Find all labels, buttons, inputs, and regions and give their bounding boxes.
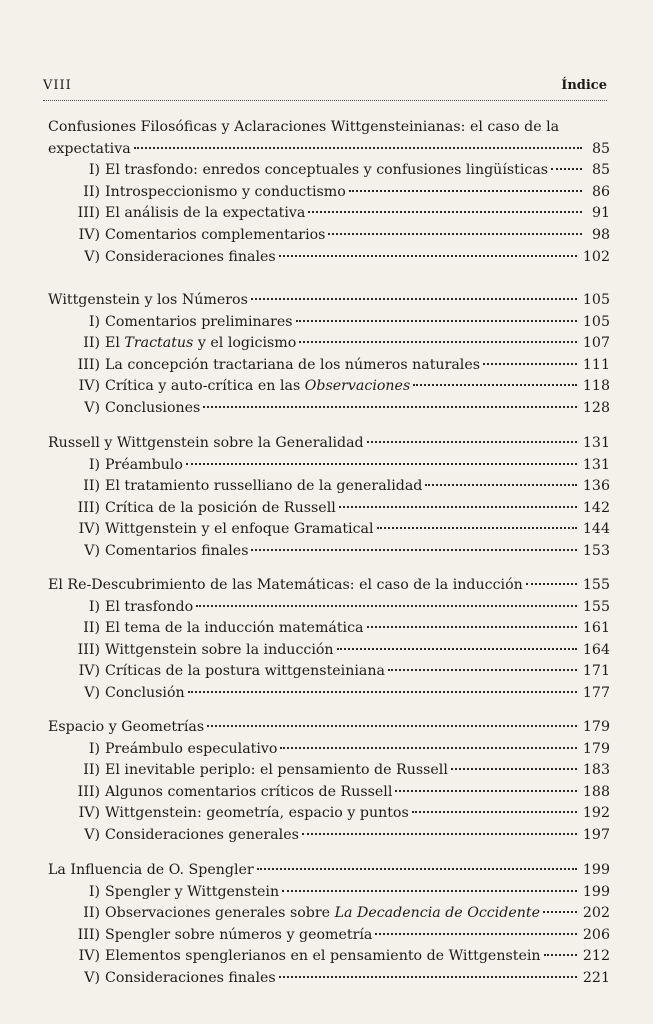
section-number: III): [77, 783, 100, 800]
dot-leader: [375, 933, 577, 935]
section-entry[interactable]: [62, 739, 610, 759]
dot-leader: [328, 233, 582, 235]
section-number: IV): [78, 948, 100, 965]
section-number: V): [84, 400, 100, 416]
section-entry[interactable]: [62, 182, 610, 202]
dot-leader: [544, 954, 577, 956]
page-number: 142: [582, 499, 610, 516]
entry-title: V) Consideraciones finales: [62, 968, 276, 988]
section-entry[interactable]: [62, 312, 610, 332]
section-entry[interactable]: [62, 782, 610, 802]
page-number: 85: [591, 162, 610, 179]
dot-leader: [282, 890, 577, 892]
header-rule: [43, 100, 607, 101]
chapter-title-line[interactable]: Confusiones Filosóficas y Aclaraciones Wittgensteinianas: el caso de la: [48, 119, 560, 135]
entry-title: II) El tema de la inducción matemática: [62, 618, 364, 638]
section-entry[interactable]: [62, 498, 610, 518]
entry-title: III) Spengler sobre números y geometría: [62, 925, 372, 945]
section-entry[interactable]: [62, 203, 610, 223]
section-number: IV): [78, 227, 100, 243]
page-number: 197: [582, 827, 610, 843]
italic-title: Observaciones: [304, 378, 411, 395]
page-number: 171: [582, 663, 610, 680]
section-number: III): [77, 926, 100, 943]
page-number: 107: [582, 335, 610, 352]
dot-leader: [296, 320, 577, 322]
dot-leader: [207, 725, 577, 727]
dot-leader: [299, 341, 577, 343]
chapter-entry[interactable]: [48, 433, 610, 453]
page-number: 128: [582, 400, 610, 416]
page-number: 98: [591, 227, 610, 243]
section-entry[interactable]: [62, 476, 610, 496]
entry-title: Wittgenstein y los Números: [48, 292, 248, 308]
page-number: 86: [591, 183, 610, 200]
dot-leader: [203, 406, 577, 408]
section-number: III): [77, 205, 100, 222]
section-number: V): [84, 970, 100, 986]
page-number: 144: [582, 521, 610, 538]
section-number: I): [88, 883, 100, 900]
entry-title: I) Comentarios preliminares: [62, 312, 293, 332]
section-entry[interactable]: [62, 247, 610, 267]
section-number: II): [83, 478, 100, 495]
entry-title: V) Conclusiones: [62, 398, 200, 418]
section-number: V): [84, 685, 100, 701]
dot-leader: [308, 211, 582, 213]
section-number: III): [77, 499, 100, 516]
dot-leader: [395, 790, 577, 792]
entry-title: III) Crítica de la posición de Russell: [62, 498, 336, 518]
entry-title: III) Wittgenstein sobre la inducción: [62, 640, 334, 660]
page-number: 102: [582, 248, 610, 265]
section-number: V): [84, 248, 100, 265]
section-entry[interactable]: [62, 376, 610, 396]
dot-leader: [196, 605, 577, 607]
section-number: I): [88, 740, 100, 757]
page-number: 111: [582, 356, 610, 373]
entry-title: II) Introspeccionismo y conductismo: [62, 182, 346, 202]
dot-leader: [551, 168, 582, 170]
entry-title: I) Spengler y Wittgenstein: [62, 882, 279, 902]
dot-leader: [337, 648, 577, 650]
section-number: I): [88, 162, 100, 179]
section-number: II): [83, 762, 100, 779]
dot-leader: [257, 868, 577, 870]
page-number: 206: [582, 926, 610, 943]
entry-title: El Re-Descubrimiento de las Matemáticas: el caso de la inducción: [48, 577, 523, 593]
entry-title: II) El tratamiento russelliano de la generalidad: [62, 476, 422, 496]
page-number: 155: [582, 598, 610, 615]
entry-title: II) Observaciones generales sobre La Decadencia de Occidente: [62, 903, 540, 923]
entry-title: IV) Wittgenstein: geometría, espacio y puntos: [62, 803, 409, 823]
section-number: IV): [78, 805, 100, 822]
italic-title: La Decadencia de Occidente: [334, 905, 540, 922]
section-number: I): [88, 598, 100, 615]
section-entry[interactable]: [62, 333, 610, 353]
section-number: II): [83, 620, 100, 637]
section-number: V): [84, 543, 100, 559]
section-entry[interactable]: [62, 760, 610, 780]
page-number: 199: [582, 883, 610, 900]
dot-leader: [367, 626, 577, 628]
entry-title: Russell y Wittgenstein sobre la Generalidad: [48, 435, 364, 451]
section-entry[interactable]: [62, 225, 610, 245]
page-number: 161: [582, 620, 610, 637]
page-number: 188: [582, 783, 610, 800]
dot-leader: [413, 384, 577, 386]
dot-leader: [134, 147, 582, 149]
section-entry[interactable]: [62, 398, 610, 418]
page-number: 153: [582, 543, 610, 559]
dot-leader: [279, 255, 577, 257]
chapter-entry[interactable]: [48, 575, 610, 595]
entry-title: IV) Comentarios complementarios: [62, 225, 325, 245]
page-number: 91: [591, 205, 610, 222]
dot-leader: [451, 768, 577, 770]
section-entry[interactable]: [62, 882, 610, 902]
section-entry[interactable]: [62, 683, 610, 703]
entry-title: I) El trasfondo: enredos conceptuales y confusiones lingüísticas: [62, 160, 548, 180]
dot-leader: [302, 833, 577, 835]
entry-title: IV) Crítica y auto-crítica en las Observaciones: [62, 376, 410, 396]
section-number: IV): [78, 521, 100, 538]
page-number: 155: [582, 577, 610, 593]
dot-leader: [251, 549, 576, 551]
page-number: 183: [582, 762, 610, 779]
section-number: III): [77, 356, 100, 373]
page-number: 179: [582, 740, 610, 757]
entry-title: IV) Wittgenstein y el enfoque Gramatical: [62, 519, 374, 539]
page-number-roman: VIII: [43, 78, 72, 93]
entry-title: La Influencia de O. Spengler: [48, 862, 254, 878]
entry-title: III) El análisis de la expectativa: [62, 203, 305, 223]
dot-leader: [526, 583, 577, 585]
chapter-entry[interactable]: [48, 139, 610, 159]
dot-leader: [349, 190, 582, 192]
entry-title: III) Algunos comentarios críticos de Russell: [62, 782, 392, 802]
page-number: 164: [582, 641, 610, 658]
dot-leader: [367, 441, 577, 443]
page-number: 136: [582, 478, 610, 495]
chapter-entry[interactable]: [48, 717, 610, 737]
dot-leader: [279, 976, 577, 978]
section-entry[interactable]: [62, 803, 610, 823]
page-number: 192: [582, 805, 610, 822]
page-number: 212: [582, 948, 610, 965]
page-number: 131: [582, 456, 610, 473]
section-number: IV): [78, 378, 100, 395]
entry-title: V) Conclusión: [62, 683, 185, 703]
section-entry[interactable]: [62, 160, 610, 180]
dot-leader: [377, 527, 577, 529]
section-number: V): [84, 827, 100, 843]
section-entry[interactable]: [62, 825, 610, 845]
section-number: IV): [78, 663, 100, 680]
section-number: III): [77, 641, 100, 658]
section-entry[interactable]: [62, 455, 610, 475]
section-entry[interactable]: [62, 618, 610, 638]
section-number: II): [83, 335, 100, 352]
section-entry[interactable]: [62, 519, 610, 539]
page-number: 199: [582, 862, 610, 878]
page-number: 105: [582, 292, 610, 308]
dot-leader: [412, 811, 577, 813]
page-number: 179: [582, 719, 610, 735]
section-entry[interactable]: [62, 640, 610, 660]
section-number: I): [88, 313, 100, 330]
section-entry[interactable]: [62, 355, 610, 375]
page-number: 221: [582, 970, 610, 986]
dot-leader: [188, 691, 577, 693]
section-entry[interactable]: [62, 968, 610, 988]
page-number: 118: [582, 378, 610, 395]
italic-title: Tractatus: [124, 335, 194, 352]
entry-title: V) Consideraciones generales: [62, 825, 299, 845]
entry-title: II) El Tractatus y el logicismo: [62, 333, 296, 353]
running-header: [43, 78, 607, 98]
header-title: Índice: [561, 78, 607, 93]
dot-leader: [186, 463, 577, 465]
page-number: 131: [582, 435, 610, 451]
section-number: II): [83, 905, 100, 922]
page-number: 85: [591, 140, 610, 157]
section-entry[interactable]: [62, 661, 610, 681]
page-number: 202: [582, 905, 610, 922]
entry-title: V) Consideraciones finales: [62, 247, 276, 267]
dot-leader: [339, 506, 577, 508]
dot-leader: [388, 669, 577, 671]
section-entry[interactable]: [62, 946, 610, 966]
entry-title: III) La concepción tractariana de los números naturales: [62, 355, 480, 375]
chapter-entry[interactable]: [48, 860, 610, 880]
entry-title: Espacio y Geometrías: [48, 719, 205, 735]
section-entry[interactable]: [62, 541, 610, 561]
entry-title: IV) Críticas de la postura wittgensteiniana: [62, 661, 385, 681]
chapter-entry[interactable]: [48, 290, 610, 310]
section-entry[interactable]: [62, 925, 610, 945]
dot-leader: [483, 363, 577, 365]
section-entry[interactable]: [62, 903, 610, 923]
entry-title: expectativa: [48, 140, 131, 157]
entry-title: II) El inevitable periplo: el pensamiento de Russell: [62, 760, 448, 780]
dot-leader: [251, 298, 577, 300]
entry-title: I) El trasfondo: [62, 597, 193, 617]
dot-leader: [280, 747, 576, 749]
entry-title: I) Preámbulo especulativo: [62, 739, 277, 759]
dot-leader: [425, 484, 577, 486]
section-entry[interactable]: [62, 597, 610, 617]
page-number: 177: [582, 685, 610, 701]
section-number: I): [88, 456, 100, 473]
section-number: II): [83, 183, 100, 200]
page-number: 105: [582, 313, 610, 330]
dot-leader: [543, 911, 577, 913]
entry-title: IV) Elementos spenglerianos en el pensamiento de Wittgenstein: [62, 946, 541, 966]
entry-title: V) Comentarios finales: [62, 541, 248, 561]
entry-title: I) Préambulo: [62, 455, 183, 475]
